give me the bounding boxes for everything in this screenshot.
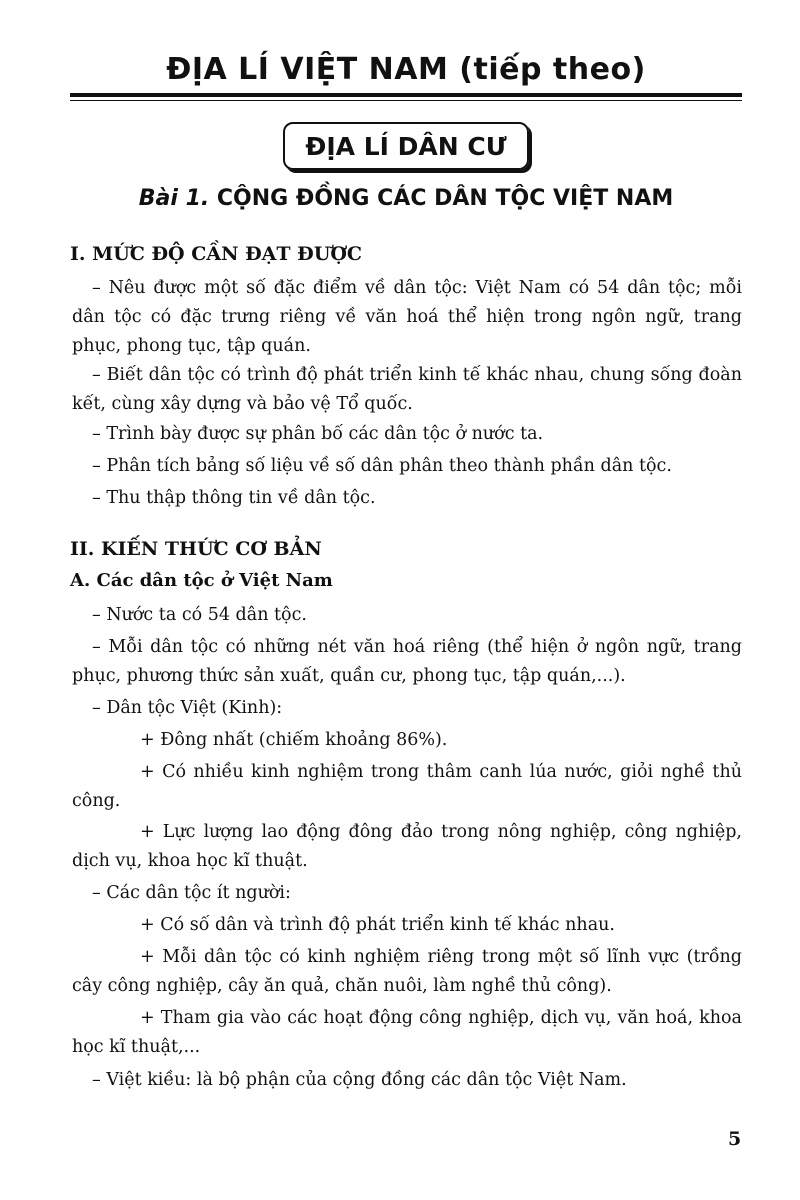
- knowledge-subitem: + Lực lượng lao động đông đảo trong nông nghiệp, công nghiệp, dịch vụ, khoa học kĩ thuật.: [72, 822, 742, 871]
- lesson-title: [70, 186, 742, 211]
- page-number: 5: [728, 1128, 742, 1150]
- header-rule-thin: [70, 100, 742, 101]
- knowledge-subitem: + Có nhiều kinh nghiệm trong thâm canh lúa nước, giỏi nghề thủ công.: [72, 762, 742, 811]
- knowledge-item: – Dân tộc Việt (Kinh):: [92, 698, 283, 718]
- page-header-title: ĐỊA LÍ VIỆT NAM (tiếp theo): [166, 52, 646, 87]
- chapter-box-title: ĐỊA LÍ DÂN CƯ: [283, 122, 529, 170]
- section-heading-objectives: I. MỨC ĐỘ CẦN ĐẠT ĐƯỢC: [70, 243, 363, 265]
- objective-item: – Nêu được một số đặc điểm về dân tộc: Việt Nam có 54 dân tộc; mỗi dân tộc có đặc trưng riêng về văn hoá thể hiện trong ngôn ngữ, trang phục, phong tục, tập quán.: [72, 278, 742, 356]
- lesson-name: CỘNG ĐỒNG CÁC DÂN TỘC VIỆT NAM: [216, 186, 674, 211]
- lesson-number: Bài 1.: [138, 186, 210, 211]
- knowledge-subitem: + Có số dân và trình độ phát triển kinh tế khác nhau.: [140, 915, 615, 935]
- knowledge-subitem: + Tham gia vào các hoạt động công nghiệp, dịch vụ, văn hoá, khoa học kĩ thuật,...: [72, 1008, 742, 1057]
- knowledge-item: – Việt kiều: là bộ phận của cộng đồng các dân tộc Việt Nam.: [92, 1070, 627, 1090]
- header-rule-thick: [70, 93, 742, 97]
- subsection-heading-ethnic-groups: A. Các dân tộc ở Việt Nam: [70, 570, 333, 591]
- section-heading-basic-knowledge: II. KIẾN THỨC CƠ BẢN: [70, 538, 322, 560]
- objective-item: – Thu thập thông tin về dân tộc.: [92, 488, 376, 508]
- objective-item: – Trình bày được sự phân bố các dân tộc ở nước ta.: [92, 424, 544, 444]
- knowledge-subitem: + Mỗi dân tộc có kinh nghiệm riêng trong một số lĩnh vực (trồng cây công nghiệp, cây ăn quả, chăn nuôi, làm nghề thủ công).: [72, 947, 742, 996]
- knowledge-item: – Các dân tộc ít người:: [92, 883, 291, 903]
- knowledge-item: – Mỗi dân tộc có những nét văn hoá riêng (thể hiện ở ngôn ngữ, trang phục, phương thức sản xuất, quần cư, phong tục, tập quán,...).: [72, 637, 742, 686]
- knowledge-item: – Nước ta có 54 dân tộc.: [92, 605, 307, 625]
- knowledge-subitem: + Đông nhất (chiếm khoảng 86%).: [140, 730, 448, 750]
- objective-item: – Phân tích bảng số liệu về số dân phân theo thành phần dân tộc.: [92, 456, 672, 476]
- objective-item: – Biết dân tộc có trình độ phát triển kinh tế khác nhau, chung sống đoàn kết, cùng xây dựng và bảo vệ Tổ quốc.: [72, 365, 742, 414]
